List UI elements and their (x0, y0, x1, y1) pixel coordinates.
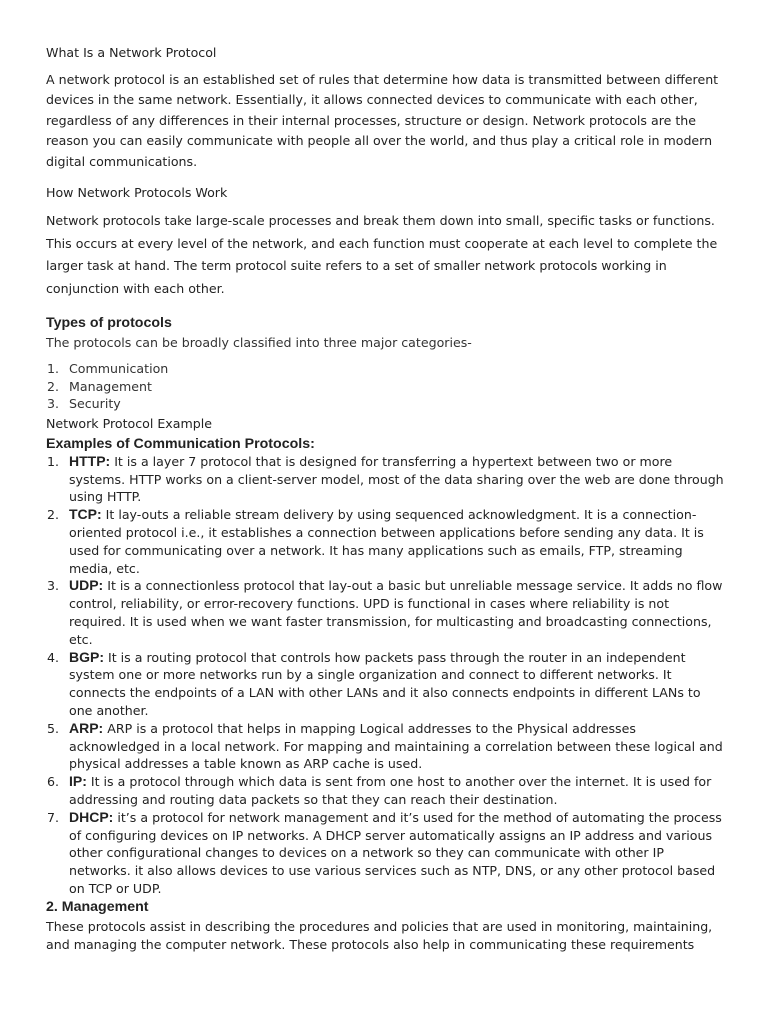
types-list (46, 360, 724, 413)
management-paragraph: These protocols assist in describing the procedures and policies that are used in monitoring, maintaining, and managing the computer network. These protocols also help in communicating these requirements (46, 918, 713, 952)
examples-heading: Examples of Communication Protocols: (46, 435, 315, 452)
protocol-list (46, 453, 724, 898)
document-page (46, 44, 724, 954)
protocol-description: it’s a protocol for network management and it’s used for the method of automating the process of configuring devices on IP networks. A DHCP server automatically assigns an IP address and various other configurational changes to devices on a network so they can communicate with other IP networks. it also allows devices to use various services such as NTP, DNS, or any other protocol based on TCP or UDP. (69, 809, 722, 896)
protocol-item (46, 809, 724, 898)
list-item-label: Management (69, 378, 152, 394)
types-intro: The protocols can be broadly classified into three major categories- (46, 335, 472, 351)
list-number: 7. (47, 809, 60, 825)
protocol-term: HTTP: (69, 452, 111, 469)
protocol-item (46, 453, 724, 506)
list-item-label: Security (69, 396, 121, 412)
protocol-description: It is a layer 7 protocol that is designed for transferring a hypertext between two or more systems. HTTP works on a client-server model, most of the data sharing over the web are done through using HTTP. (69, 453, 724, 505)
list-number: 4. (47, 649, 60, 665)
protocol-item (46, 649, 724, 720)
example-line: Network Protocol Example (46, 415, 212, 431)
list-number: 1. (47, 453, 60, 469)
management-heading: 2. Management (46, 898, 149, 915)
list-item-label: Communication (69, 361, 169, 377)
section-paragraph-what-is: A network protocol is an established set of rules that determine how data is transmitted between different devices in the same network. Essentially, it allows connected devices to communicate with each other, regardless of any differences in their internal processes, structure or design. Network protocols are the reason you can easily communicate with people all over the world, and thus play a critical role in modern digital communications. (46, 72, 719, 169)
list-number: 5. (47, 720, 60, 736)
list-number: 2. (47, 378, 60, 394)
protocol-term: IP: (69, 773, 87, 790)
list-number: 3. (47, 396, 60, 412)
protocol-item (46, 506, 724, 577)
types-heading: Types of protocols (46, 315, 172, 332)
list-item (46, 360, 724, 378)
list-number: 6. (47, 774, 60, 790)
list-item (46, 395, 724, 413)
list-number: 2. (47, 507, 60, 523)
section-heading-what-is: What Is a Network Protocol (46, 45, 217, 60)
list-number: 1. (47, 361, 60, 377)
protocol-description: It is a protocol through which data is sent from one host to another over the internet. It is used for addressing and routing data packets so that they can reach their destination. (69, 774, 712, 807)
section-heading-how-work: How Network Protocols Work (46, 185, 228, 201)
protocol-description: It is a routing protocol that controls how packets pass through the router in an independent system one or more networks run by a single organization and connect to different networks. It connects the endpoints of a LAN with other LANs and it also connects endpoints in different LANs to one another. (69, 649, 701, 718)
protocol-term: DHCP: (69, 808, 114, 825)
protocol-term: ARP: (69, 719, 104, 736)
protocol-item (46, 720, 724, 773)
list-number: 3. (47, 578, 60, 594)
protocol-item (46, 773, 724, 809)
protocol-description: ARP is a protocol that helps in mapping Logical addresses to the Physical addresses acknowledged in a local network. For mapping and maintaining a correlation between these logical and physical addresses a table known as ARP cache is used. (69, 720, 723, 772)
protocol-description: It lay-outs a reliable stream delivery by using sequenced acknowledgment. It is a connection-oriented protocol i.e., it establishes a connection between applications before sending any data. It is used for communicating over a network. It has many applications such as emails, FTP, streaming media, etc. (69, 507, 704, 576)
protocol-description: It is a connectionless protocol that lay-out a basic but unreliable message service. It adds no flow control, reliability, or error-recovery functions. UPD is functional in cases where reliability is not required. It is used when we want faster transmission, for multicasting and broadcasting connections, etc. (69, 578, 723, 647)
protocol-item (46, 577, 724, 648)
protocol-term: BGP: (69, 648, 104, 665)
section-paragraph-how-work: Network protocols take large-scale processes and break them down into small, specific tasks or functions. This occurs at every level of the network, and each function must cooperate at each level to complete the larger task at hand. The term protocol suite refers to a set of smaller network protocols working in conjunction with each other. (46, 213, 718, 296)
list-item (46, 378, 724, 396)
protocol-term: UDP: (69, 577, 104, 594)
protocol-term: TCP: (69, 506, 102, 523)
